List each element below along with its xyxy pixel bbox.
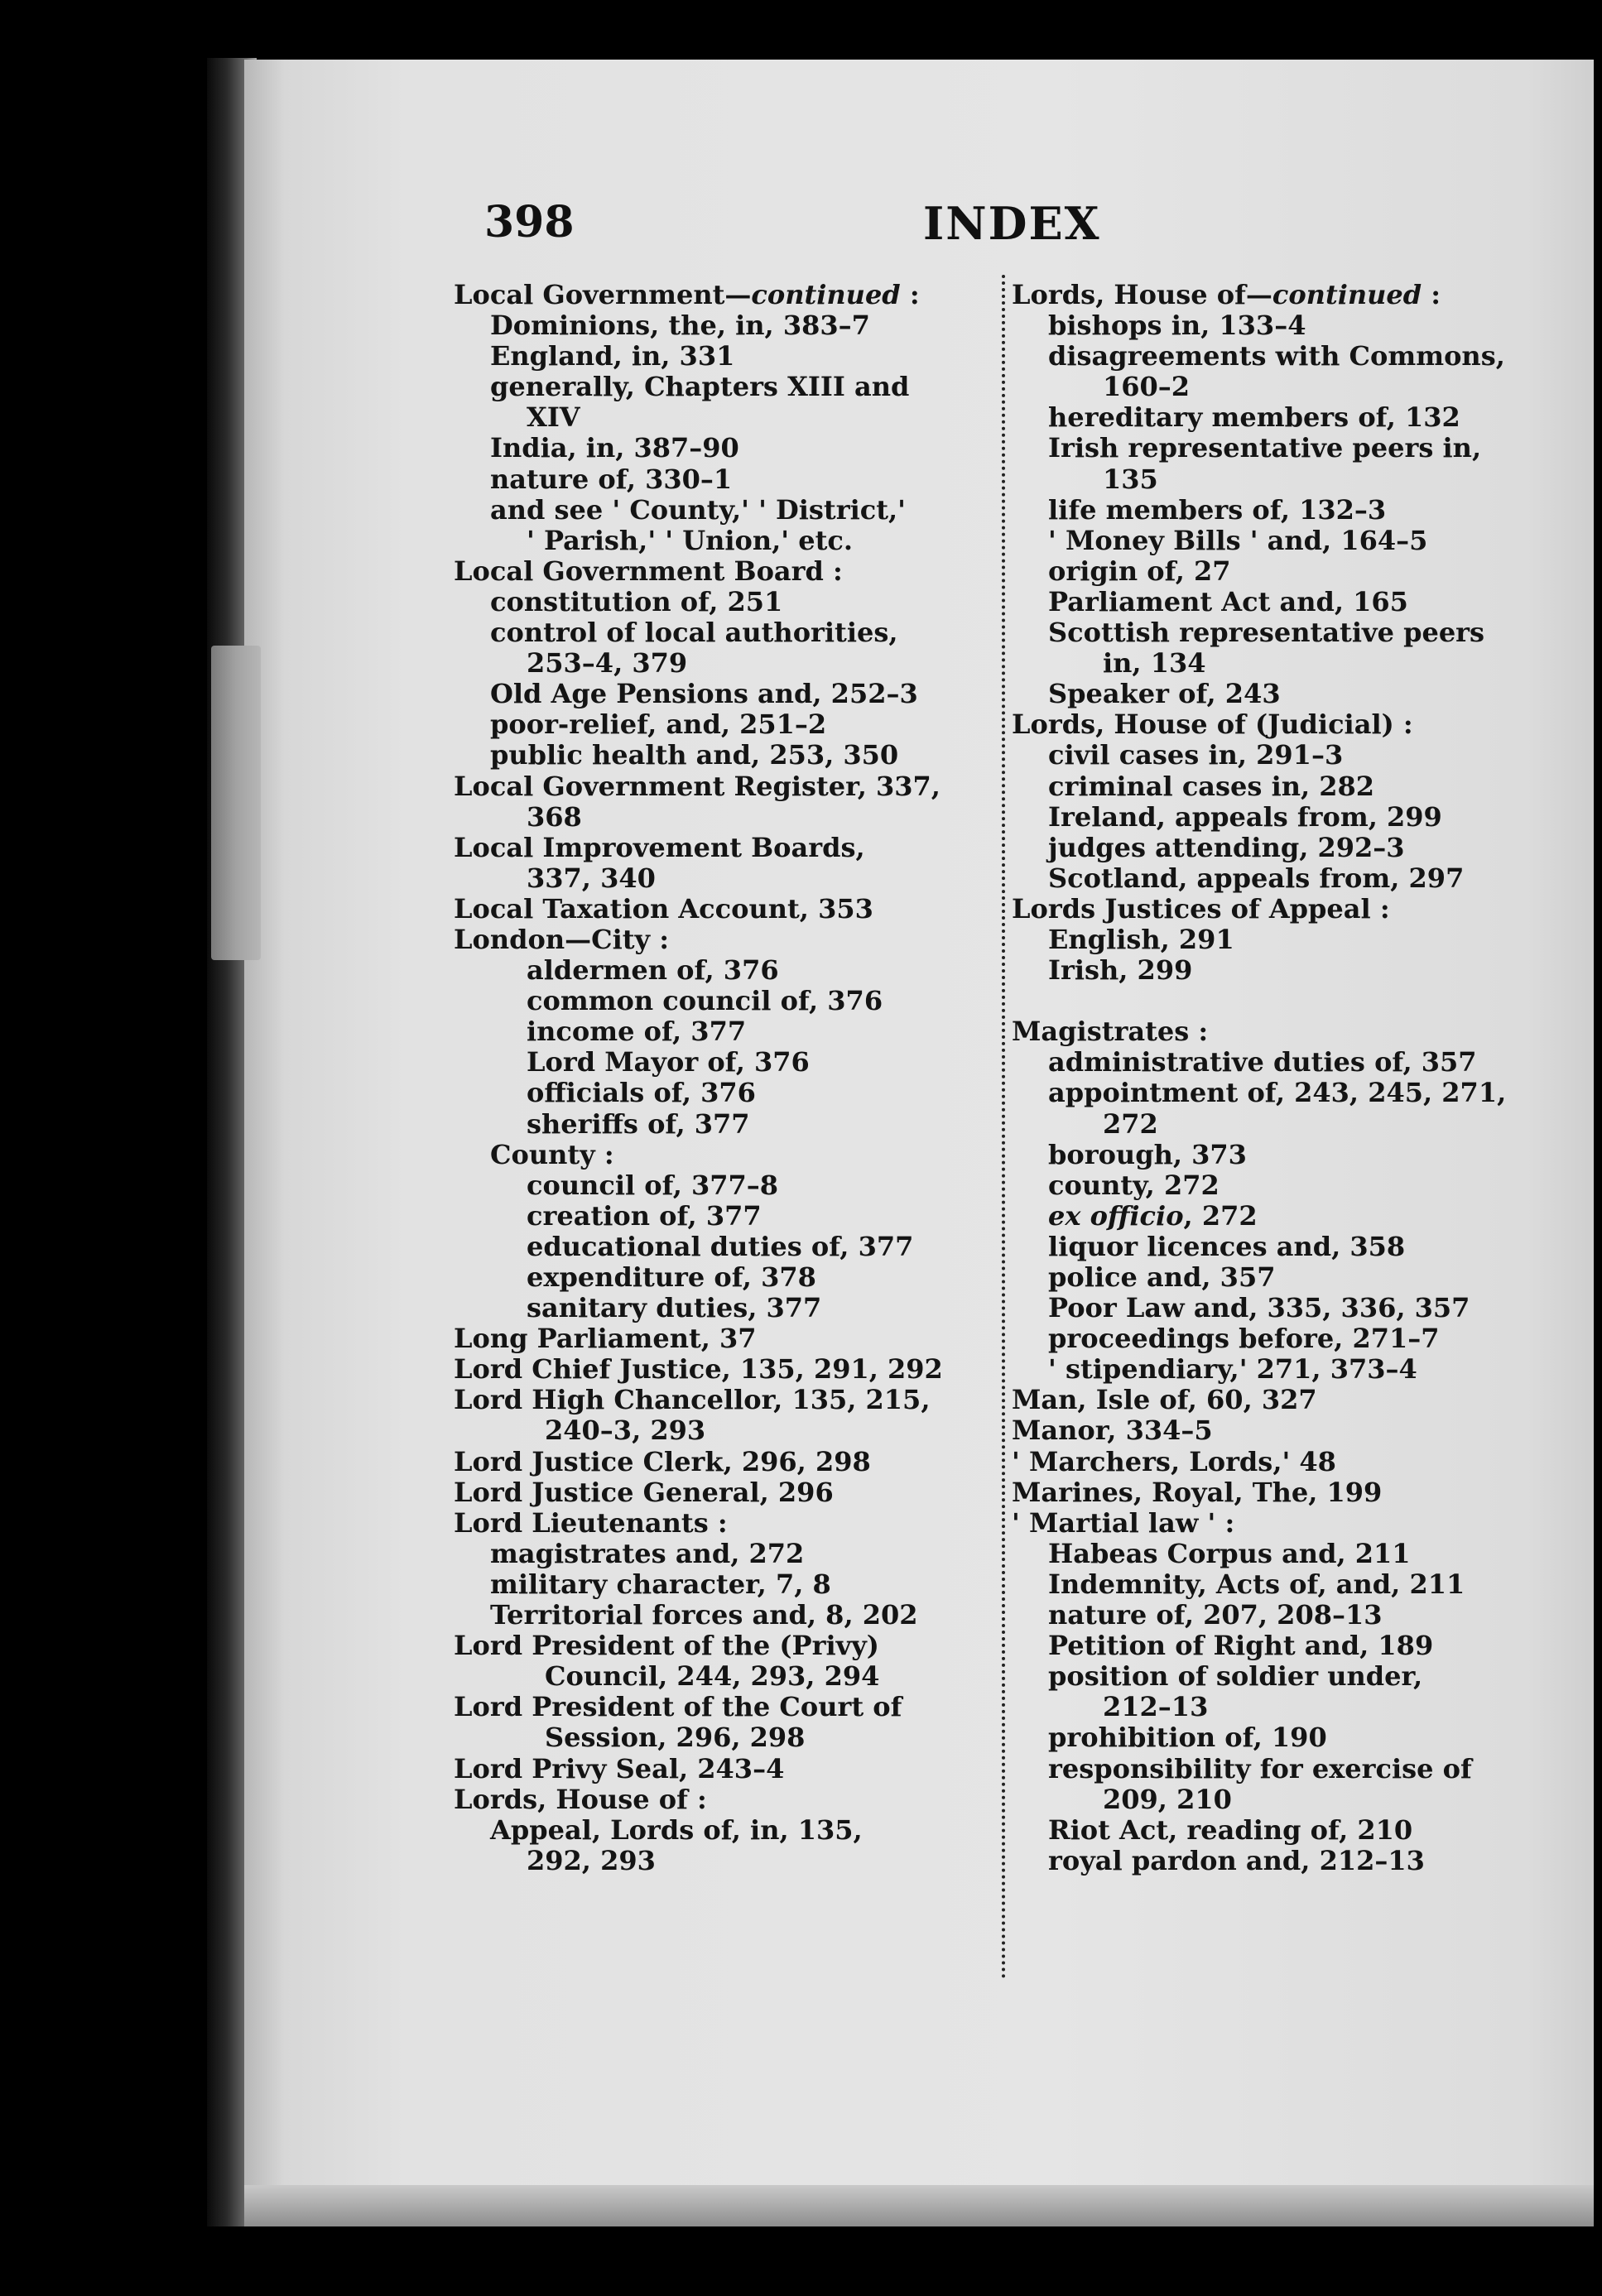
index-heading [1012, 1477, 1542, 1508]
index-subentry [1012, 372, 1542, 402]
index-entry-text: criminal cases in, 282 [1048, 770, 1375, 802]
index-heading [1012, 1447, 1542, 1477]
index-heading [454, 1447, 992, 1477]
index-subentry [1012, 1201, 1542, 1232]
index-subentry [1012, 648, 1542, 679]
index-heading [1012, 1385, 1542, 1415]
index-heading [454, 771, 992, 802]
index-subentry [454, 863, 992, 894]
index-subentry [454, 1109, 992, 1140]
index-entry-text: Session, 296, 298 [545, 1722, 806, 1754]
index-subentry [1012, 802, 1542, 833]
index-subentry [454, 802, 992, 833]
index-entry-text: 292, 293 [527, 1844, 656, 1876]
index-subentry [454, 1661, 992, 1692]
index-subentry [1012, 833, 1542, 863]
index-subentry [454, 1047, 992, 1078]
index-subentry [454, 310, 992, 341]
index-column-left [454, 280, 992, 1876]
index-subentry [454, 679, 992, 709]
index-subentry [454, 955, 992, 986]
index-subentry [454, 1170, 992, 1201]
index-subentry [454, 740, 992, 771]
page-header [0, 197, 1602, 255]
index-entry-text: 160–2 [1103, 371, 1191, 403]
index-heading [1012, 1415, 1542, 1446]
index-entry-text: public health and, 253, 350 [490, 739, 899, 771]
index-entry-text: county, 272 [1048, 1169, 1220, 1201]
index-subentry [1012, 341, 1542, 372]
index-entry-text: magistrates and, 272 [490, 1537, 805, 1569]
index-entry-text: Territorial forces and, 8, 202 [490, 1599, 918, 1631]
index-entry-text: generally, Chapters XIII and [490, 371, 910, 403]
index-heading [454, 1385, 992, 1415]
index-heading [454, 833, 992, 863]
index-subentry [454, 1539, 992, 1569]
index-subentry [454, 1600, 992, 1631]
index-entry-text: administrative duties of, 357 [1048, 1046, 1477, 1078]
index-heading [454, 1784, 992, 1815]
index-entry-italic: continued [1272, 279, 1422, 310]
index-entry-text: Local Government Register, 337, [454, 770, 941, 802]
index-subentry [1012, 1109, 1542, 1140]
index-entry-text: control of local authorities, [490, 617, 898, 649]
index-heading [454, 1354, 992, 1385]
index-subentry [454, 1815, 992, 1846]
index-entry-text: nature of, 330–1 [490, 463, 733, 495]
index-entry-text: 272 [1103, 1107, 1158, 1140]
index-subentry [1012, 1078, 1542, 1108]
index-entry-text: Irish, 299 [1048, 954, 1193, 987]
index-heading [454, 1631, 992, 1661]
index-entry-text: Riot Act, reading of, 210 [1048, 1813, 1413, 1846]
index-heading [454, 1508, 992, 1539]
index-entry-text: aldermen of, 376 [527, 954, 779, 987]
index-subentry [1012, 740, 1542, 771]
index-heading [454, 1692, 992, 1722]
index-subentry [1012, 679, 1542, 709]
index-entry-text: officials of, 376 [527, 1077, 756, 1109]
index-subentry [454, 341, 992, 372]
index-entry-text: proceedings before, 271–7 [1048, 1323, 1440, 1355]
index-entry-text: Ireland, appeals from, 299 [1048, 800, 1442, 833]
index-entry-text: Appeal, Lords of, in, 135, [490, 1813, 863, 1846]
index-subentry [1012, 1354, 1542, 1385]
index-subentry [454, 986, 992, 1016]
index-entry-text: 337, 340 [527, 862, 656, 894]
index-subentry [454, 1415, 992, 1446]
index-entry-text: creation of, 377 [527, 1199, 762, 1232]
column-divider [1002, 275, 1005, 1980]
index-entry-text: civil cases in, 291–3 [1048, 739, 1344, 771]
index-entry-text: 253–4, 379 [527, 647, 688, 680]
index-entry-text: 368 [527, 800, 582, 833]
index-heading [454, 1477, 992, 1508]
page-number: 398 [484, 197, 575, 247]
index-entry-text: poor-relief, and, 251–2 [490, 708, 827, 741]
index-entry-text: appointment of, 243, 245, 271, [1048, 1077, 1507, 1109]
index-entry-tail: , 272 [1183, 1199, 1258, 1232]
index-entry-italic: ex officio [1048, 1199, 1184, 1232]
index-subentry [1012, 1600, 1542, 1631]
index-entry-text: nature of, 207, 208–13 [1048, 1599, 1383, 1631]
index-entry-text: royal pardon and, 212–13 [1048, 1844, 1425, 1876]
index-entry-text: common council of, 376 [527, 985, 883, 1017]
index-subentry [454, 1293, 992, 1323]
index-entry-text: ' Parish,' ' Union,' etc. [527, 524, 853, 556]
index-entry-text: Lord Justice General, 296 [454, 1476, 834, 1508]
index-entry-text: constitution of, 251 [490, 585, 783, 617]
index-subentry [454, 402, 992, 433]
index-entry-text: Old Age Pensions and, 252–3 [490, 678, 918, 710]
index-entry-text: English, 291 [1048, 923, 1234, 955]
index-subentry [1012, 526, 1542, 556]
index-entry-text: and see ' County,' ' District,' [490, 493, 906, 526]
index-entry-text: bishops in, 133–4 [1048, 310, 1306, 342]
index-subentry [1012, 587, 1542, 617]
index-subentry [454, 1262, 992, 1293]
index-heading [454, 925, 992, 955]
index-entry-text: origin of, 27 [1048, 555, 1231, 587]
index-entry-text: Lord Lieutenants : [454, 1506, 728, 1539]
index-subentry [1012, 1754, 1542, 1784]
index-subentry [454, 1078, 992, 1108]
index-subentry [454, 617, 992, 648]
tape-tab [211, 646, 261, 960]
index-entry-text: hereditary members of, 132 [1048, 401, 1460, 434]
index-subentry [1012, 1539, 1542, 1569]
index-subentry [1012, 402, 1542, 433]
index-subentry [1012, 1140, 1542, 1170]
index-subentry [1012, 617, 1542, 648]
index-entry-text: Irish representative peers in, [1048, 432, 1482, 464]
index-entry-text: Speaker of, 243 [1048, 678, 1281, 710]
index-entry-text: Lords, House of (Judicial) : [1012, 708, 1413, 741]
index-entry-text: Scottish representative peers [1048, 617, 1485, 649]
index-subentry [454, 1140, 992, 1170]
index-subentry [1012, 1846, 1542, 1876]
index-entry-text: County : [490, 1138, 614, 1170]
index-entry-text: ' Money Bills ' and, 164–5 [1048, 524, 1428, 556]
index-entry-text: Lords, House of : [454, 1783, 707, 1815]
running-head-title: INDEX [923, 197, 1101, 250]
index-entry-text: Local Government Board : [454, 555, 843, 587]
index-entry-text: income of, 377 [527, 1016, 747, 1048]
index-entry-text: Lord Chief Justice, 135, 291, 292 [454, 1353, 943, 1386]
index-entry-text: Lord Mayor of, 376 [527, 1046, 810, 1078]
index-entry-text: Dominions, the, in, 383–7 [490, 310, 870, 342]
index-entry-text: Magistrates : [1012, 1016, 1209, 1048]
index-heading [454, 1754, 992, 1784]
index-entry-italic: continued [751, 279, 901, 310]
index-subentry [1012, 556, 1542, 587]
index-subentry [454, 1016, 992, 1047]
index-entry-text: Petition of Right and, 189 [1048, 1630, 1434, 1662]
index-entry-text: Local Improvement Boards, [454, 831, 865, 863]
index-entry-text: England, in, 331 [490, 340, 735, 372]
index-heading [1012, 1016, 1542, 1047]
index-subentry [454, 372, 992, 402]
index-entry-text: London—City : [454, 923, 670, 955]
index-subentry [454, 648, 992, 679]
index-subentry [454, 1232, 992, 1262]
index-subentry [454, 464, 992, 495]
index-subentry [454, 1201, 992, 1232]
index-subentry [1012, 310, 1542, 341]
index-heading [1012, 894, 1542, 925]
index-entry-text: council of, 377–8 [527, 1169, 779, 1201]
index-entry-text: life members of, 132–3 [1048, 493, 1387, 526]
index-heading [454, 894, 992, 925]
index-subentry [1012, 495, 1542, 526]
index-subentry [454, 709, 992, 740]
index-subentry [1012, 771, 1542, 802]
index-entry-text: military character, 7, 8 [490, 1568, 831, 1600]
index-subentry [454, 1846, 992, 1876]
index-entry-text: Long Parliament, 37 [454, 1323, 757, 1355]
index-subentry [454, 1569, 992, 1600]
index-entry-text: 240–3, 293 [545, 1415, 706, 1447]
index-subentry [1012, 1661, 1542, 1692]
page-bottom-edge [244, 2185, 1594, 2226]
index-heading [1012, 709, 1542, 740]
index-entry-text: Lord President of the (Privy) [454, 1630, 879, 1662]
index-subentry [1012, 1232, 1542, 1262]
index-entry-text: XIV [527, 401, 580, 434]
index-subentry [1012, 1170, 1542, 1201]
index-entry-text: prohibition of, 190 [1048, 1722, 1327, 1754]
index-subentry [1012, 433, 1542, 464]
index-subentry [1012, 1631, 1542, 1661]
index-entry-text: Lords, House of— [1012, 279, 1272, 310]
index-column-right [1012, 280, 1542, 1876]
index-heading [454, 280, 992, 310]
index-entry-text: Lord Justice Clerk, 296, 298 [454, 1445, 871, 1477]
index-entry-text: disagreements with Commons, [1048, 340, 1505, 372]
index-entry-text: ' stipendiary,' 271, 373–4 [1048, 1353, 1417, 1386]
index-entry-text: 212–13 [1103, 1691, 1209, 1723]
index-entry-text: Manor, 334–5 [1012, 1415, 1213, 1447]
index-entry-text: Local Government— [454, 279, 752, 310]
index-heading [454, 556, 992, 587]
index-subentry [454, 587, 992, 617]
index-entry-text: Lords Justices of Appeal : [1012, 892, 1390, 925]
index-entry-text: ' Marchers, Lords,' 48 [1012, 1445, 1336, 1477]
index-subentry [1012, 1262, 1542, 1293]
index-entry-text: Local Taxation Account, 353 [454, 892, 873, 925]
index-spacer [1012, 986, 1542, 1016]
index-entry-text: Marines, Royal, The, 199 [1012, 1476, 1383, 1508]
index-entry-text: 209, 210 [1103, 1783, 1232, 1815]
index-subentry [1012, 1722, 1542, 1753]
index-entry-text: Habeas Corpus and, 211 [1048, 1537, 1411, 1569]
index-subentry [1012, 955, 1542, 986]
index-subentry [1012, 1293, 1542, 1323]
index-subentry [1012, 1323, 1542, 1354]
index-subentry [454, 526, 992, 556]
index-subentry [1012, 1815, 1542, 1846]
index-subentry [454, 495, 992, 526]
index-entry-text: India, in, 387–90 [490, 432, 739, 464]
index-entry-text: sanitary duties, 377 [527, 1292, 822, 1324]
index-entry-text: Parliament Act and, 165 [1048, 585, 1408, 617]
index-entry-text: liquor licences and, 358 [1048, 1230, 1406, 1262]
index-entry-text: judges attending, 292–3 [1048, 831, 1405, 863]
index-entry-text: Scotland, appeals from, 297 [1048, 862, 1465, 894]
index-heading [454, 1323, 992, 1354]
index-entry-text: Man, Isle of, 60, 327 [1012, 1384, 1317, 1416]
index-heading [1012, 280, 1542, 310]
index-entry-text: expenditure of, 378 [527, 1261, 816, 1293]
index-entry-text: borough, 373 [1048, 1138, 1247, 1170]
index-subentry [1012, 925, 1542, 955]
index-subentry [454, 1722, 992, 1753]
index-subentry [1012, 1784, 1542, 1815]
index-subentry [1012, 1692, 1542, 1722]
index-entry-tail: : [900, 279, 920, 310]
index-entry-text: 135 [1103, 463, 1158, 495]
index-entry-text: responsibility for exercise of [1048, 1752, 1472, 1784]
index-entry-text: Indemnity, Acts of, and, 211 [1048, 1568, 1465, 1600]
index-entry-text: Lord High Chancellor, 135, 215, [454, 1384, 931, 1416]
index-entry-text: educational duties of, 377 [527, 1230, 914, 1262]
index-entry-text: police and, 357 [1048, 1261, 1276, 1293]
index-entry-text: in, 134 [1103, 647, 1206, 680]
index-entry-text: ' Martial law ' : [1012, 1506, 1235, 1539]
index-subentry [1012, 1569, 1542, 1600]
index-entry-text: Council, 244, 293, 294 [545, 1660, 880, 1693]
index-subentry [454, 433, 992, 464]
index-entry-text: position of soldier under, [1048, 1660, 1423, 1693]
index-subentry [1012, 1047, 1542, 1078]
index-entry-text: Poor Law and, 335, 336, 357 [1048, 1292, 1470, 1324]
index-entry-tail: : [1422, 279, 1441, 310]
index-entry-text: sheriffs of, 377 [527, 1107, 750, 1140]
index-subentry [1012, 863, 1542, 894]
index-subentry [1012, 464, 1542, 495]
index-entry-text: Lord President of the Court of [454, 1691, 902, 1723]
index-heading [1012, 1508, 1542, 1539]
index-entry-text: Lord Privy Seal, 243–4 [454, 1752, 785, 1784]
